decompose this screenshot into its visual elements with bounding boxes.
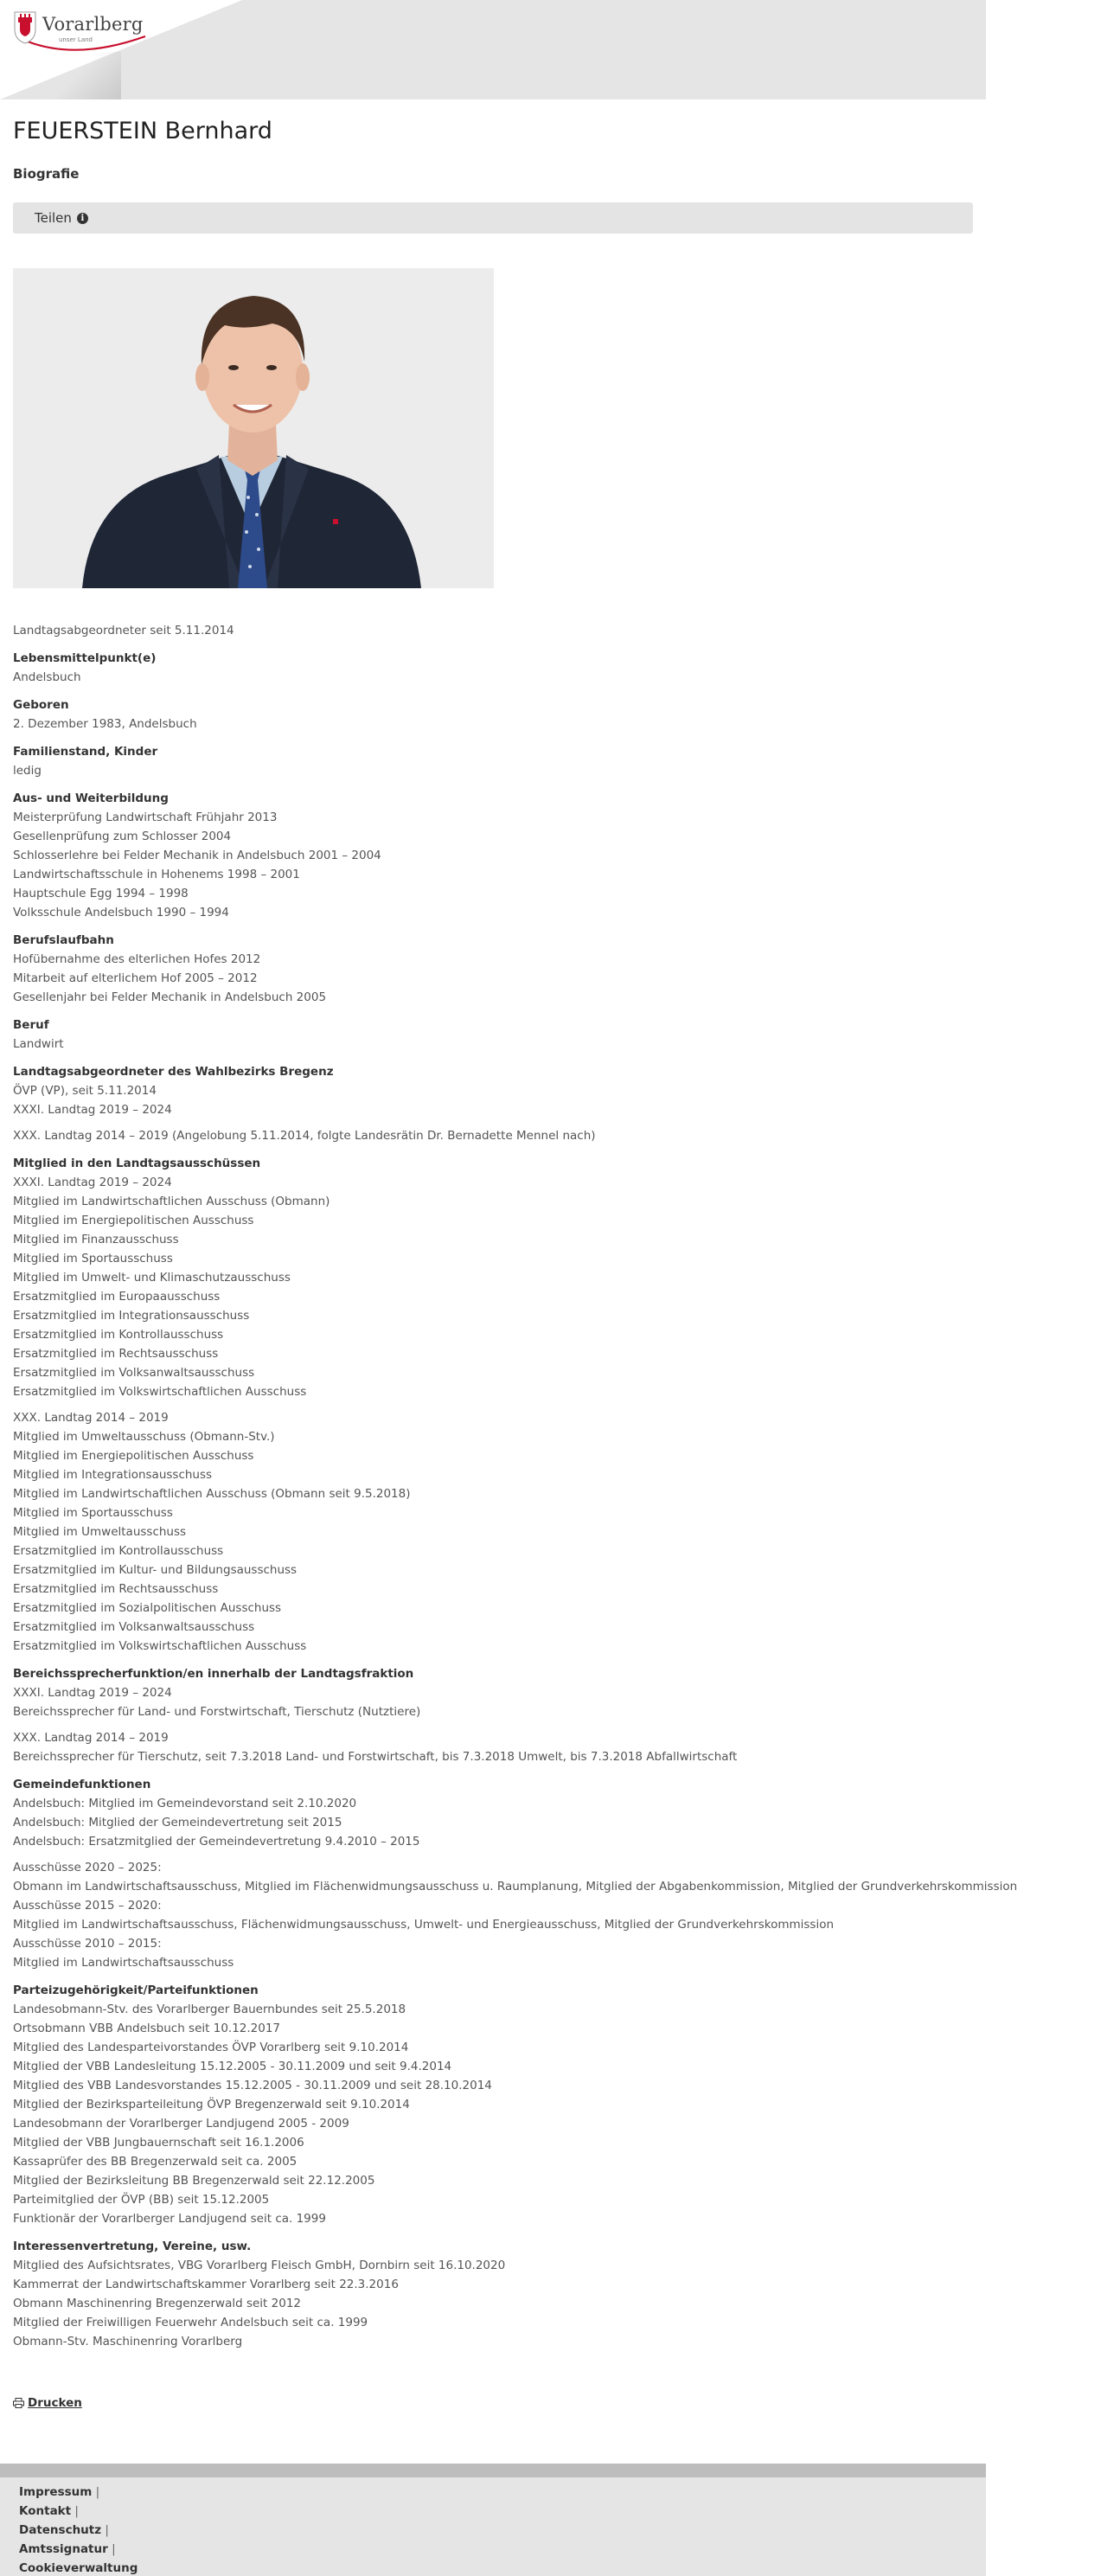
bio-entry: Mitglied im Sportausschuss	[13, 1506, 173, 1520]
bio-entry-group	[13, 1126, 982, 1145]
bio-section	[13, 695, 982, 734]
footer-separator: |	[74, 2504, 79, 2518]
bio-section-heading: Beruf	[13, 1018, 49, 1032]
logo-wordmark: Vorarlberg	[42, 14, 144, 35]
bio-entry: ledig	[13, 764, 42, 778]
bio-section-heading: Landtagsabgeordneter des Wahlbezirks Bregenz	[13, 1065, 334, 1079]
bio-entry-group	[13, 1683, 982, 1721]
bio-entry-group	[13, 950, 982, 1007]
bio-entry: Schlosserlehre bei Felder Mechanik in Andelsbuch 2001 – 2004	[13, 849, 381, 862]
bio-entry: XXX. Landtag 2014 – 2019	[13, 1411, 169, 1425]
portrait-illustration	[13, 268, 494, 588]
footer-link-kontakt[interactable]: Kontakt	[19, 2504, 72, 2518]
bio-entry: Meisterprüfung Landwirtschaft Frühjahr 2013	[13, 811, 278, 824]
bio-entry-group	[13, 2256, 982, 2351]
footer-divider	[0, 2464, 986, 2477]
page-subtitle: Biografie	[13, 166, 80, 182]
bio-section-heading: Interessenvertretung, Vereine, usw.	[13, 2240, 252, 2253]
bio-entry-group	[13, 1728, 982, 1766]
bio-entry-group	[13, 1035, 982, 1054]
bio-entry: Ersatzmitglied im Rechtsausschuss	[13, 1582, 219, 1596]
bio-entry: XXXI. Landtag 2019 – 2024	[13, 1103, 172, 1117]
footer-link-list	[19, 2483, 138, 2576]
bio-entry: Kassaprüfer des BB Bregenzerwald seit ca. 2005	[13, 2155, 298, 2169]
bio-entry: Obmann-Stv. Maschinenring Vorarlberg	[13, 2335, 243, 2349]
bio-entry: Ausschüsse 2020 – 2025:	[13, 1861, 162, 1874]
bio-section	[13, 1981, 982, 2228]
bio-entry: Ersatzmitglied im Kultur- und Bildungsausschuss	[13, 1563, 298, 1577]
site-footer	[0, 2477, 986, 2576]
bio-section	[13, 931, 982, 1007]
bio-entry: Ersatzmitglied im Kontrollausschuss	[13, 1544, 224, 1558]
bio-section	[13, 1664, 982, 1766]
bio-section	[13, 1016, 982, 1054]
bio-entry: Ersatzmitglied im Rechtsausschuss	[13, 1347, 219, 1361]
bio-section	[13, 649, 982, 687]
biography	[13, 621, 1018, 2360]
bio-entry: Kammerrat der Landwirtschaftskammer Vorarlberg seit 22.3.2016	[13, 2278, 399, 2291]
bio-entry: Mitglied der VBB Landesleitung 15.12.2005 - 30.11.2009 und seit 9.4.2014	[13, 2060, 452, 2073]
bio-entry: Obmann Maschinenring Bregenzerwald seit 2012	[13, 2297, 301, 2310]
bio-entry: Landwirtschaftsschule in Hohenems 1998 – 2001	[13, 868, 300, 881]
bio-entry: Landesobmann der Vorarlberger Landjugend 2005 - 2009	[13, 2117, 349, 2131]
bio-entry: XXXI. Landtag 2019 – 2024	[13, 1176, 172, 1189]
bio-section-heading: Bereichssprecherfunktion/en innerhalb der Landtagsfraktion	[13, 1667, 414, 1681]
bio-entry: Ersatzmitglied im Kontrollausschuss	[13, 1328, 224, 1342]
share-label: Teilen	[35, 210, 72, 226]
bio-entry-group	[13, 761, 982, 780]
bio-entry: XXXI. Landtag 2019 – 2024	[13, 1686, 172, 1700]
bio-entry-group	[13, 808, 982, 922]
footer-separator: |	[112, 2542, 116, 2556]
bio-section-heading: Mitglied in den Landtagsausschüssen	[13, 1157, 261, 1170]
portrait-photo	[13, 268, 494, 588]
bio-entry: Bereichssprecher für Tierschutz, seit 7.3.2018 Land- und Forstwirtschaft, bis 7.3.2018 Umwelt, bis 7.3.2018 Abfallwirtschaft	[13, 1750, 738, 1764]
bio-entry-group	[13, 1794, 982, 1851]
bio-section	[13, 1062, 982, 1145]
bio-entry: Mitglied der Bezirksparteileitung ÖVP Bregenzerwald seit 9.10.2014	[13, 2098, 410, 2111]
bio-entry: Mitglied im Landwirtschaftlichen Ausschuss (Obmann seit 9.5.2018)	[13, 1487, 411, 1501]
bio-entry: XXX. Landtag 2014 – 2019 (Angelobung 5.11.2014, folgte Landesrätin Dr. Bernadette Mennel nach)	[13, 1129, 596, 1143]
bio-entry: Hofübernahme des elterlichen Hofes 2012	[13, 952, 261, 966]
bio-section	[13, 1775, 1018, 1972]
bio-entry: Mitglied im Umweltausschuss	[13, 1525, 187, 1539]
bio-entry: Mitglied im Energiepolitischen Ausschuss	[13, 1214, 254, 1227]
footer-link-item	[19, 2483, 138, 2502]
bio-entry-group	[13, 714, 982, 734]
footer-separator: |	[95, 2485, 100, 2499]
bio-entry: Mitglied des Landesparteivorstandes ÖVP Vorarlberg seit 9.10.2014	[13, 2041, 409, 2054]
footer-separator: |	[105, 2523, 109, 2537]
footer-link-item	[19, 2521, 138, 2540]
bio-entry-group	[13, 1081, 982, 1119]
bio-entry: Ausschüsse 2015 – 2020:	[13, 1899, 162, 1913]
site-header	[0, 0, 986, 99]
bio-entry: Gesellenprüfung zum Schlosser 2004	[13, 830, 232, 843]
bio-entry: Andelsbuch: Mitglied im Gemeindevorstand seit 2.10.2020	[13, 1797, 357, 1810]
bio-entry: Mitglied im Umweltausschuss (Obmann-Stv.)	[13, 1430, 275, 1444]
bio-section-heading: Familienstand, Kinder	[13, 745, 158, 759]
bio-entry: Mitarbeit auf elterlichem Hof 2005 – 2012	[13, 971, 258, 985]
footer-link-cookieverwaltung[interactable]: Cookieverwaltung	[19, 2561, 138, 2575]
bio-entry: Ersatzmitglied im Europaausschuss	[13, 1290, 221, 1304]
bio-entry: Mitglied des Aufsichtsrates, VBG Vorarlberg Fleisch GmbH, Dornbirn seit 16.10.2020	[13, 2259, 506, 2272]
footer-link-item	[19, 2559, 138, 2576]
bio-section-heading: Geboren	[13, 698, 69, 712]
bio-entry: Andelsbuch: Mitglied der Gemeindevertretung seit 2015	[13, 1816, 342, 1829]
bio-entry: Mitglied im Finanzausschuss	[13, 1233, 179, 1246]
bio-entry: Funktionär der Vorarlberger Landjugend seit ca. 1999	[13, 2212, 326, 2226]
print-link[interactable]	[13, 2396, 82, 2410]
bio-entry-group	[13, 1173, 982, 1401]
bio-section	[13, 1154, 982, 1656]
bio-section	[13, 789, 982, 922]
bio-entry: Andelsbuch	[13, 670, 81, 684]
bio-entry: Hauptschule Egg 1994 – 1998	[13, 887, 189, 900]
bio-entry: Mitglied im Integrationsausschuss	[13, 1468, 213, 1482]
share-button[interactable]	[35, 210, 88, 226]
header-shade	[52, 52, 121, 99]
bio-section-heading: Lebensmittelpunkt(e)	[13, 651, 157, 665]
bio-entry: Ersatzmitglied im Sozialpolitischen Ausschuss	[13, 1601, 282, 1615]
bio-entry: Mitglied der Bezirksleitung BB Bregenzerwald seit 22.12.2005	[13, 2174, 375, 2188]
bio-entry: Andelsbuch: Ersatzmitglied der Gemeindevertretung 9.4.2010 – 2015	[13, 1835, 420, 1849]
bio-entry: Ersatzmitglied im Volksanwaltsausschuss	[13, 1620, 255, 1634]
page-title: FEUERSTEIN Bernhard	[13, 118, 272, 144]
bio-entry: Ausschüsse 2010 – 2015:	[13, 1937, 162, 1951]
print-label: Drucken	[28, 2396, 82, 2410]
bio-entry: Mitglied im Landwirtschaftlichen Ausschuss (Obmann)	[13, 1195, 330, 1208]
bio-entry: Ersatzmitglied im Volkswirtschaftlichen Ausschuss	[13, 1385, 307, 1399]
bio-entry: Mitglied im Energiepolitischen Ausschuss	[13, 1449, 254, 1463]
bio-section-heading: Aus- und Weiterbildung	[13, 791, 169, 805]
bio-entry: Bereichssprecher für Land- und Forstwirtschaft, Tierschutz (Nutztiere)	[13, 1705, 421, 1719]
bio-entry: ÖVP (VP), seit 5.11.2014	[13, 1084, 157, 1098]
bio-entry: Landwirt	[13, 1037, 64, 1051]
bio-intro: Landtagsabgeordneter seit 5.11.2014	[13, 624, 234, 638]
bio-entry-group	[13, 668, 982, 687]
bio-entry: Ersatzmitglied im Volkswirtschaftlichen Ausschuss	[13, 1639, 307, 1653]
bio-entry-group	[13, 1858, 1018, 1972]
bio-entry: Mitglied im Landwirtschaftsausschuss, Flächenwidmungsausschuss, Umwelt- und Energieausschuss, Mitglied der Grundverkehrskommission	[13, 1918, 835, 1932]
printer-icon	[13, 2398, 24, 2408]
bio-entry: Parteimitglied der ÖVP (BB) seit 15.12.2005	[13, 2193, 270, 2207]
bio-entry: Obmann im Landwirtschaftsausschuss, Mitglied im Flächenwidmungsausschuss u. Raumplanung, Mitglied der Abgabenkommission, Mitglied der Grundverkehrskommission	[13, 1880, 1018, 1894]
bio-section-heading: Gemeindefunktionen	[13, 1778, 151, 1791]
bio-entry: Mitglied der VBB Jungbauernschaft seit 16.1.2006	[13, 2136, 304, 2150]
bio-entry-group	[13, 2000, 982, 2228]
bio-entry: Landesobmann-Stv. des Vorarlberger Bauernbundes seit 25.5.2018	[13, 2002, 406, 2016]
bio-entry: Mitglied im Umwelt- und Klimaschutzausschuss	[13, 1271, 291, 1285]
bio-entry: Mitglied des VBB Landesvorstandes 15.12.2005 - 30.11.2009 und seit 28.10.2014	[13, 2079, 492, 2092]
bio-section-heading: Berufslaufbahn	[13, 933, 114, 947]
info-icon: i	[77, 213, 88, 224]
footer-link-impressum[interactable]: Impressum	[19, 2485, 93, 2499]
bio-entry: Mitglied der Freiwilligen Feuerwehr Andelsbuch seit ca. 1999	[13, 2316, 368, 2329]
bio-entry: Mitglied im Landwirtschaftsausschuss	[13, 1956, 234, 1970]
bio-entry: Ersatzmitglied im Volksanwaltsausschuss	[13, 1366, 255, 1380]
bio-entry: Volksschule Andelsbuch 1990 – 1994	[13, 906, 229, 920]
bio-section-heading: Parteizugehörigkeit/Parteifunktionen	[13, 1983, 259, 1997]
bio-entry: Ortsobmann VBB Andelsbuch seit 10.12.2017	[13, 2022, 281, 2035]
bio-entry: Ersatzmitglied im Integrationsausschuss	[13, 1309, 250, 1323]
bio-entry: Gesellenjahr bei Felder Mechanik in Andelsbuch 2005	[13, 990, 327, 1004]
footer-link-amtssignatur[interactable]: Amtssignatur	[19, 2542, 108, 2556]
bio-entry: Mitglied im Sportausschuss	[13, 1252, 173, 1266]
footer-link-item	[19, 2540, 138, 2559]
coat-of-arms-icon	[13, 10, 37, 45]
logo-tagline: unser Land	[59, 36, 93, 43]
bio-entry-group	[13, 1408, 982, 1656]
bio-entry: 2. Dezember 1983, Andelsbuch	[13, 717, 197, 731]
bio-section	[13, 742, 982, 780]
share-bar	[13, 202, 973, 234]
bio-entry: XXX. Landtag 2014 – 2019	[13, 1731, 169, 1745]
footer-link-datenschutz[interactable]: Datenschutz	[19, 2523, 102, 2537]
bio-section	[13, 2237, 982, 2351]
footer-link-item	[19, 2502, 138, 2521]
